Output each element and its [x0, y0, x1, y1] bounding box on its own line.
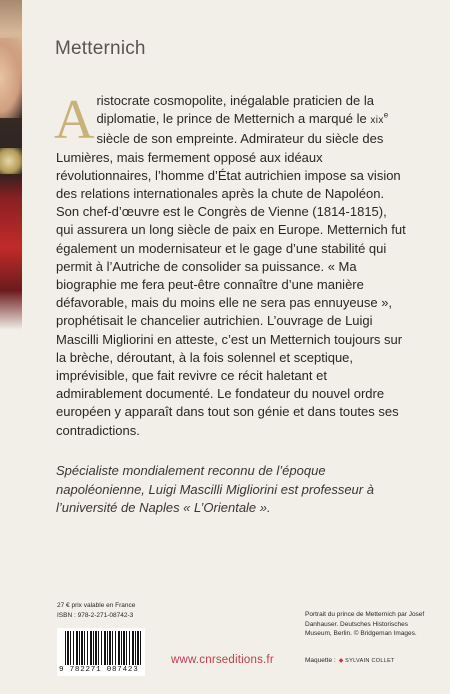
author-bio: Spécialiste mondialement reconnu de l’époque napoléonienne, Luigi Mascilli Migliorini est professeur à l’université de Naples « L’Orientale ». — [56, 463, 374, 515]
dropcap-letter: A — [54, 89, 95, 151]
blurb-text — [54, 89, 406, 440]
website-link[interactable]: www.cnrseditions.fr — [171, 654, 274, 666]
isbn-label: ISBN : 978-2-271-08742-3 — [57, 612, 134, 619]
century-superscript: e — [383, 110, 389, 120]
page-title: Metternich — [55, 38, 146, 59]
maquette-label: Maquette : — [305, 657, 336, 664]
portrait-face — [0, 38, 22, 118]
barcode-digits: 9 782271 087423 — [59, 666, 139, 674]
barcode — [57, 628, 145, 676]
sylvain-collet-logo-icon: ◆ — [338, 658, 344, 664]
maquette-credit — [305, 657, 395, 664]
barcode-bars — [65, 631, 141, 665]
price-label: 27 € prix valable en France — [57, 602, 136, 609]
maquette-designer: SYLVAIN COLLET — [345, 658, 395, 664]
century-numeral: xix — [370, 115, 384, 127]
cover-portrait-edge — [0, 0, 22, 330]
image-credit: Portrait du prince de Metternich par Josef Danhauser. Deutsches Historisches Museum, Berlin. © Bridgeman Images. — [305, 611, 425, 637]
blurb-rest: siècle de son empreinte. Admirateur du siècle des Lumières, mais fermement opposé aux idéaux révolutionnaires, l’homme d’État autrichien impose sa vision des relations internationales après la chute de Napoléon. Son chef-d’œuvre est le Congrès de Vienne (1814-1815), qui assurera un long siècle de paix en Europe. Metternich fut également un modernisateur et le gage d’une stabilité qui permit à l’Autriche de consolider sa puissance. « Ma biographie me fera peut-être connaître d’une manière défavorable, mais du moins elle ne sera pas ennuyeuse », prophétisait le chancelier autrichien. L’ouvrage de Luigi Mascilli Migliorini en atteste, c’est un Metternich toujours sur la brèche, déroutant, à la fois solennel et sceptique, imprévisible, que fait revivre ce récit haletant et admirablement documenté. Le fondateur du nouvel ordre européen y apparaît dans tout son génie et dans toutes ses contradictions. — [56, 131, 406, 438]
blurb-lead: ristocrate cosmopolite, inégalable praticien de la diplomatie, le prince de Metternich a marqué le — [96, 93, 374, 127]
portrait-epaulette — [0, 148, 22, 174]
